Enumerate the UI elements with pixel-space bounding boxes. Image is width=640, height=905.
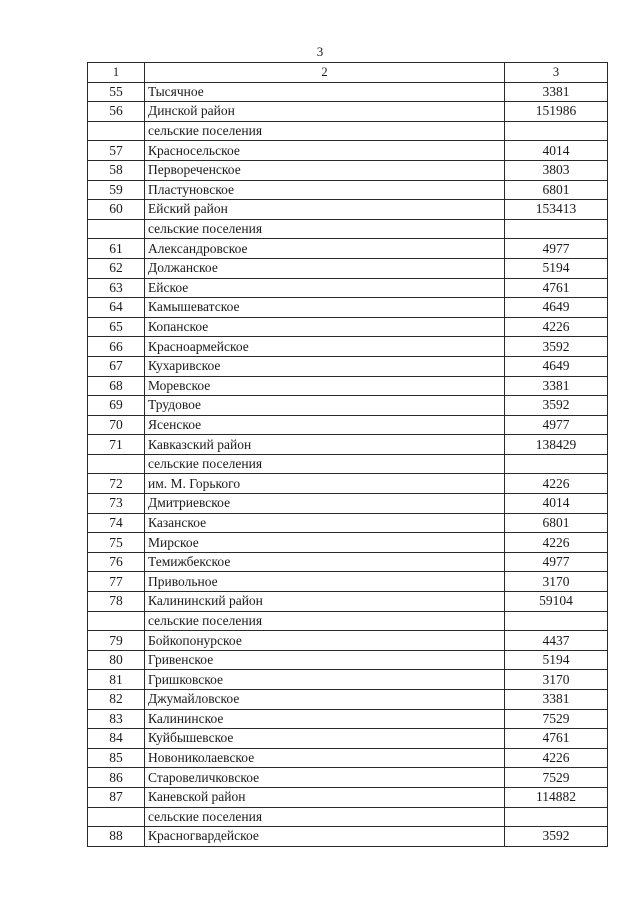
table-row [88,376,608,396]
row-number-cell: 67 [88,356,145,376]
table-row [88,513,608,533]
row-value-cell: 4437 [505,631,608,651]
row-number-cell: 56 [88,102,145,122]
table-row [88,200,608,220]
row-value-cell: 6801 [505,513,608,533]
row-value-cell: 114882 [505,787,608,807]
row-value-cell: 4226 [505,317,608,337]
row-number-cell: 58 [88,160,145,180]
row-number-cell: 69 [88,396,145,416]
table-row [88,631,608,651]
row-number-cell: 59 [88,180,145,200]
table-row [88,356,608,376]
table-row [88,141,608,161]
row-value-cell: 151986 [505,102,608,122]
row-name-cell: Куйбышевское [145,729,505,749]
row-value-cell: 59104 [505,592,608,612]
table-row [88,650,608,670]
row-value-cell: 7529 [505,709,608,729]
row-value-cell: 3170 [505,572,608,592]
row-number-cell: 78 [88,592,145,612]
row-name-cell: Ясенское [145,415,505,435]
row-name-cell: им. М. Горького [145,474,505,494]
row-value-cell: 3592 [505,396,608,416]
table-row [88,572,608,592]
row-number-cell: 74 [88,513,145,533]
row-name-cell: сельские поселения [145,611,505,631]
table-row [88,533,608,553]
page-number: 3 [316,44,324,59]
row-value-cell: 4649 [505,298,608,318]
table-row [88,317,608,337]
row-number-cell: 61 [88,239,145,259]
row-name-cell: Копанское [145,317,505,337]
row-number-cell: 82 [88,690,145,710]
table-row [88,298,608,318]
row-name-cell: Старовеличковское [145,768,505,788]
row-number-cell [88,454,145,474]
row-name-cell: Красноармейское [145,337,505,357]
row-value-cell [505,454,608,474]
row-value-cell [505,121,608,141]
table-row [88,690,608,710]
row-value-cell: 5194 [505,650,608,670]
table-row [88,827,608,847]
row-value-cell: 5194 [505,258,608,278]
row-name-cell: Калининское [145,709,505,729]
table-row [88,807,608,827]
column-header-name: 2 [145,63,505,83]
table-row [88,768,608,788]
row-value-cell: 3170 [505,670,608,690]
row-name-cell: Темижбекское [145,552,505,572]
row-value-cell: 3381 [505,82,608,102]
row-name-cell: сельские поселения [145,454,505,474]
row-number-cell: 79 [88,631,145,651]
row-value-cell: 3803 [505,160,608,180]
row-value-cell: 7529 [505,768,608,788]
row-value-cell: 3592 [505,827,608,847]
row-number-cell: 64 [88,298,145,318]
row-number-cell [88,611,145,631]
row-name-cell: Новониколаевское [145,748,505,768]
row-number-cell: 88 [88,827,145,847]
row-value-cell: 153413 [505,200,608,220]
table-row [88,552,608,572]
table-row [88,494,608,514]
row-name-cell: Гривенское [145,650,505,670]
row-name-cell: Ейское [145,278,505,298]
table-row [88,670,608,690]
row-number-cell: 80 [88,650,145,670]
row-name-cell: Моревское [145,376,505,396]
table-row [88,121,608,141]
row-value-cell [505,611,608,631]
row-value-cell: 4014 [505,494,608,514]
row-name-cell: Камышеватское [145,298,505,318]
row-name-cell: Тысячное [145,82,505,102]
row-name-cell: Красносельское [145,141,505,161]
row-number-cell: 70 [88,415,145,435]
row-name-cell: Каневской район [145,787,505,807]
row-name-cell: Мирское [145,533,505,553]
row-value-cell: 138429 [505,435,608,455]
row-value-cell [505,807,608,827]
row-name-cell: Привольное [145,572,505,592]
row-value-cell: 4977 [505,239,608,259]
table-body [88,63,608,847]
table-row [88,396,608,416]
row-value-cell: 4977 [505,415,608,435]
row-value-cell: 3381 [505,376,608,396]
row-name-cell: Должанское [145,258,505,278]
row-name-cell: Пластуновское [145,180,505,200]
row-name-cell: Калининский район [145,592,505,612]
row-number-cell: 57 [88,141,145,161]
row-value-cell: 6801 [505,180,608,200]
table-row [88,592,608,612]
row-number-cell: 60 [88,200,145,220]
row-number-cell: 83 [88,709,145,729]
row-value-cell: 3381 [505,690,608,710]
table-row [88,180,608,200]
row-number-cell: 66 [88,337,145,357]
row-number-cell: 68 [88,376,145,396]
row-number-cell: 65 [88,317,145,337]
row-number-cell: 71 [88,435,145,455]
row-number-cell [88,807,145,827]
table-row [88,748,608,768]
row-number-cell: 75 [88,533,145,553]
table-row [88,454,608,474]
row-value-cell: 4226 [505,533,608,553]
row-number-cell: 77 [88,572,145,592]
row-number-cell [88,121,145,141]
table-row [88,337,608,357]
table-row [88,787,608,807]
table-header-row [88,63,608,83]
row-name-cell: сельские поселения [145,807,505,827]
table-row [88,160,608,180]
row-number-cell: 76 [88,552,145,572]
table-row [88,435,608,455]
row-number-cell: 63 [88,278,145,298]
row-value-cell: 4014 [505,141,608,161]
row-name-cell: сельские поселения [145,121,505,141]
row-name-cell: сельские поселения [145,219,505,239]
row-value-cell: 4977 [505,552,608,572]
row-name-cell: Александровское [145,239,505,259]
row-number-cell: 55 [88,82,145,102]
row-value-cell: 3592 [505,337,608,357]
table-row [88,102,608,122]
row-number-cell: 72 [88,474,145,494]
row-number-cell: 81 [88,670,145,690]
row-name-cell: Ейский район [145,200,505,220]
table-row [88,474,608,494]
row-name-cell: Гришковское [145,670,505,690]
row-value-cell [505,219,608,239]
row-value-cell: 4226 [505,748,608,768]
table-row [88,219,608,239]
table-row [88,729,608,749]
row-name-cell: Динской район [145,102,505,122]
row-number-cell: 62 [88,258,145,278]
table-row [88,611,608,631]
table-row [88,415,608,435]
row-value-cell: 4761 [505,278,608,298]
row-name-cell: Кавказский район [145,435,505,455]
row-number-cell: 84 [88,729,145,749]
row-name-cell: Дмитриевское [145,494,505,514]
row-number-cell [88,219,145,239]
row-name-cell: Первореченское [145,160,505,180]
row-number-cell: 85 [88,748,145,768]
row-number-cell: 73 [88,494,145,514]
table-row [88,82,608,102]
table-row [88,239,608,259]
row-name-cell: Джумайловское [145,690,505,710]
row-value-cell: 4649 [505,356,608,376]
column-header-value: 3 [505,63,608,83]
row-value-cell: 4761 [505,729,608,749]
column-header-number: 1 [88,63,145,83]
table-row [88,278,608,298]
table-row [88,258,608,278]
table-row [88,709,608,729]
row-name-cell: Трудовое [145,396,505,416]
row-name-cell: Казанское [145,513,505,533]
settlements-table [87,62,608,847]
row-name-cell: Красногвардейское [145,827,505,847]
row-name-cell: Кухаривское [145,356,505,376]
row-name-cell: Бойкопонурское [145,631,505,651]
row-number-cell: 86 [88,768,145,788]
row-number-cell: 87 [88,787,145,807]
row-value-cell: 4226 [505,474,608,494]
